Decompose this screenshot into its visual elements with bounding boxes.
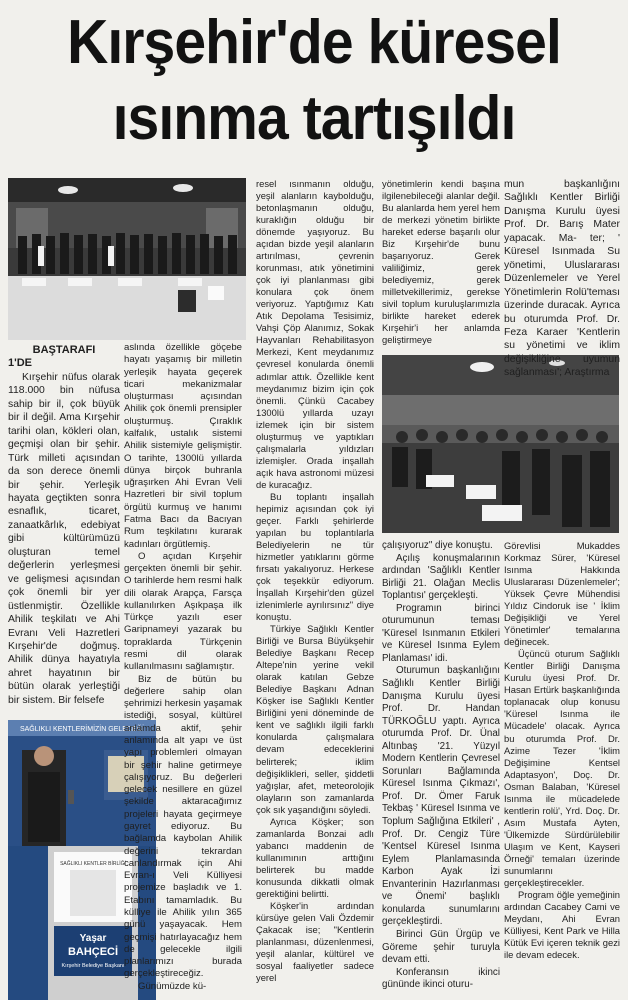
column-2b xyxy=(124,342,242,993)
column-3-bottom-body-4: Oturumun başkanlığını Sağlıklı Kentler Birliği Danışma Kurulu üyesi Prof. Dr. Handan TÜRKOĞLU yaptı. Ayrıca oturumda Prof. Dr. Ünal Altınbaş '21. Yüzyıl Modern Kentlerin Çevresel Sorunları Bağlamında Küresel Isınma Çıkmazı', Prof. Dr. Ömer Faruk Tekbaş ' Küresel Isınma ve Toplum Sağlığına Etkileri' , Prof. Dr. Cengiz Türe 'Kentsel Küresel Isınma Eylem Planlamasında Karbon Ayak İzi Envanterinin Hazırlanması ve Önemi' başlıklı konularda sunumlarını gerçekleştirdi. xyxy=(382,665,500,928)
headline-line-1: Kırşehir'de küresel xyxy=(67,8,561,77)
column-2b-body: aslında özellikle göçebe hayatı yaşamış bir milletin yerleşik hayata geçerek ticari mekanizmalar oluşturması açısından Ahilik çok önemli prensipler oluşturmuş. Çıraklık kalfalık, ustalık sistemi Ahilik sistemiyle gelişmiştir. O tarihte, 1300lü yıllarda dünya birçok buhranla uğraşırken Ahi Evran Veli Hazretleri bir sivil toplum örgütü kurmuş ve hanımı Fatma Bacı da Bacıyan Rum teşkilatını kurarak kadınları örgütlemiş. xyxy=(124,342,242,550)
column-1-heading: BAŞTARAFI xyxy=(32,344,96,356)
podium-name-last: BAHÇECİ xyxy=(67,946,119,958)
column-3-bottom-body-5: Birinci Gün Ürgüp ve Göreme şehir turuyla devam etti. xyxy=(382,928,500,966)
column-3-bottom-body-3: Programın birinci oturumunun teması 'Küresel Isınmanın Etkileri ve Küresel Isınma Eylem Planlaması' idi. xyxy=(382,602,500,664)
column-3-bottom xyxy=(382,540,500,992)
podium-org-text: SAĞLIKLI KENTLER BİRLİĞİ xyxy=(60,861,126,867)
column-1-body: Kırşehir nüfus olarak 118.000 bin nüfusa sahip bir il, çok büyük bir il değil. Ama Kırşehir tarihi olan, kökleri olan, geçmişi olan bir şehir. Türk milleti açısından da son derece önemli bir şehir. Yerleşik hayata geçtikten sonra esnaflık, ticaret, zanaatkârlık, edebiyat gibi kültürümüzü oluşturan temel değerlerin yerleşmesi ve gelişmesi açısından çok önemli bir yer üstlenmiştir. Özellikle Ahilik teşkilatı ve Ahi Evranı Veli Hazretleri Kırşehir'de doğmuş. Ahilik dünya hayatıyla ahret hayatının bir bütün olarak yerleştiği bir sistem. Bir felsefe xyxy=(8,371,120,706)
column-1-subheading: 1'DE xyxy=(8,357,33,370)
column-4-bottom-body-2: Üçüncü oturum Sağlıklı Kentler Birliği Danışma Kurulu üyesi Prof. Dr. Hasan Ertürk başkanlığında toplanacak olup konusu 'Küresel Isınma ile Mücadele' olacak. Ayrıca bu oturumda Prof. Dr. Azime Tezer 'İklim Değişimine Kentsel Adaptasyon', Doç. Dr. Osman Balaban, 'Küresel Isınma ile mücadelede kentlerin rolü', Yrd. Doç. Dr. Asım Mustafa Ayten, 'Ülkemizde Sürdürülebilir Ulaşım ve Kent, Kayseri Örneği' temaları üzerinde sunumlarını gerçekleştirecekler. xyxy=(504,648,620,888)
column-3-bottom-body: çalışıyoruz" diye konuştu. xyxy=(382,540,493,551)
column-2-top-body-2: Bu toplantı inşallah hepimiz açısından çok iyi geçer. Farklı şehirlerde yapılan bu toplantılarla Belediyelerin ne tür hizmetler yatıklarını görme fırsatı yakalıyoruz. Herkese çok teşekkür ediyorum. İnşallah Kırşehir'den güzel izlenimlerle ayrılırsınız" diye konuştu. xyxy=(256,490,374,623)
column-3-body: yönetimlerin kendi başına ilgilenebileceği alanlar değil. Bu alanlarda hem yerel hem de merkezi yönetim birlikte hareket ederse başarılı olur Biz Kırşehir'de bunu başarıyoruz. Gerek valiliğimiz, gerek belediyemiz, gerek milletvekillerimiz, gerekse sivil toplum kuruluşlarımızla birlikte hareket ederek Kırşehir'i her anlamda geliştirmeye xyxy=(382,178,500,346)
column-2b-body-4: Günümüzde kü- xyxy=(138,980,207,992)
column-3-bottom-body-2: Açılış konuşmalarının ardından 'Sağlıklı Kentler Birliği 21. Olağan Meclis Toplantısı' gerçekleşti. xyxy=(382,552,500,602)
podium-name-first: Yaşar xyxy=(79,933,107,944)
podium-role: Kırşehir Belediye Başkanı xyxy=(61,963,125,969)
column-2-bottom-body: Türkiye Sağlıklı Kentler Birliği ve Bursa Büyükşehir Belediye Başkanı Recep Altepe'nin yerine vekil olarak katılan Gebze Belediye Başkanı Adnan Köşker ise Sağlıklı Kentler Birliğini yeni döneminde de kent ve sağlıklı ilgili farklı konularda çalışmalara devam edeceklerini belirterek; iklim değişiklikleri, seller, şiddetli yağışlar, afet, meteorolojik olayların son zamanlarda çok sık yaşandığını söyledi. xyxy=(256,623,374,815)
column-2b-body-2: O açıdan Kırşehir gerçekten önemli bir şehir. O tarihlerde hem resmi halk dili olarak Arapça, Farsça kullanılırken Aşıkpaşa ilk Türkçe yazılı eser Garipnameyi yazarak bu topraklarda Türkçenin resmi dil olarak kullanılmasını sağlamıştır. xyxy=(124,550,242,673)
column-3-bottom-body-6: Konferansın ikinci gününde ikinci oturu- xyxy=(382,966,500,991)
column-2-bottom-body-3: Köşker'in ardından kürsüye gelen Vali Özdemir Çakacak ise; "Kentlerin planlanması, düzenlenmesi, yeşil alanlar, kültürel ve sosyal faaliyetler sadece yerel xyxy=(256,899,374,984)
headline-line-2: ısınma tartışıldı xyxy=(112,84,516,153)
column-3-top xyxy=(382,178,500,346)
column-2-top-body: resel ısınmanın olduğu, yeşil alanların kaybolduğu, betonlaşmanın olduğu, kuraklığın olduğu bir dönemde yaşıyoruz. Bu açıdan bizde yeşil alanların artırılması, çevrenin korunması, atık yönetimini çok iyi planlanması gibi konulara çok önem veriyoruz. Yaptığımız Katı Atık Depolama Tesisimiz, Vahşi Çöp Alanımız, Sokak Hayvanları Rehabilitasyon Merkezi, Kent meydanımız çevresel konularda önemli adımlar attık. Özellikle kent meydanımız bizim için çok önemli. Çünkü Cacabey 1300lü yıllarda uzayı izlemek için bir sistem oluşturmuş ve yaptıkları çalışmalarla yıldızları izlemişler. Orada inşallah açık hava astronomi müzesi de kuracağız. xyxy=(256,178,374,490)
column-2-bottom-body-2: Ayrıca Köşker; son zamanlarda Bonzai adlı yabancı maddenin de kullanımının arttığını belirterek bu madde konusunda dikkatli olmak gerektiğini belirtti. xyxy=(256,815,374,899)
banner-header-text: SAĞLIKLI KENTLERİMİZİN GELECEĞİ xyxy=(19,726,145,733)
column-4-top xyxy=(504,178,620,380)
column-2 xyxy=(256,178,374,984)
column-4-bottom xyxy=(504,540,620,961)
photo-audience xyxy=(382,355,619,533)
column-2b-body-3: Biz de bütün bu değerlere sahip olan şehrimizi herkesin yaşamak istediği, sosyal, kültürel anlamda aktif, şehir anlamında alt yapı ve üst yapı problemleri olmayan bir şehir haline getirmeye çalışıyoruz. Bu değerleri gelecek nesillere en güzel şekilde aktaracağımız projeleri hayata geçirmeye gayret ediyoruz. Bu bağlamda kaybolan Ahilik değerini tekrardan canlandırmak için Ahi Evran-ı Veli Külliyesi projemize başladık ve 1. Etabını tamamladık. Bu külliye ile Ahilik yılın 365 günü yaşayacak. Hem geçmişi hatırlayacağız hem de gelecekle ilgili planlarımızı burada gerçekleştireceğiz. xyxy=(124,673,242,980)
column-1 xyxy=(8,342,120,707)
photo-panel-stage xyxy=(8,178,246,340)
column-4-bottom-body-3: Program öğle yemeğinin ardından Cacabey Cami ve Meydanı, Ahi Evran Külliyesi, Kent Park ve Hilla Kütük Evi içeren teknik gezi ile devam edecek. xyxy=(504,888,620,961)
column-4-bottom-body: Görevlisi Mukaddes Korkmaz Sürer, 'Küresel Isınma Hakkında Uluslararası Düzenlemeler'; Yüksek Çevre Mühendisi Yıldız Cindoruk ise ' İklim Değişikliği ve Yerel Yönetimler' temalarına değinecek. xyxy=(504,540,620,648)
column-4-body: mun başkanlığını Sağlıklı Kentler Birliği Danışma Kurulu üyesi Prof. Dr. Barış Mater yapacak. Ma- ter; ' Küresel Isınmada Su yönetimi, Uluslararası Düzenlemeler ve Yerel Yönetimlerin Rolü'teması üzerinde duracak. Ayrıca bu oturumda Prof. Dr. Feza Karaer 'Kentlerin su yönetimi ve iklim değişikliğine uyumun sağlanması'; Araştırma xyxy=(504,179,620,379)
